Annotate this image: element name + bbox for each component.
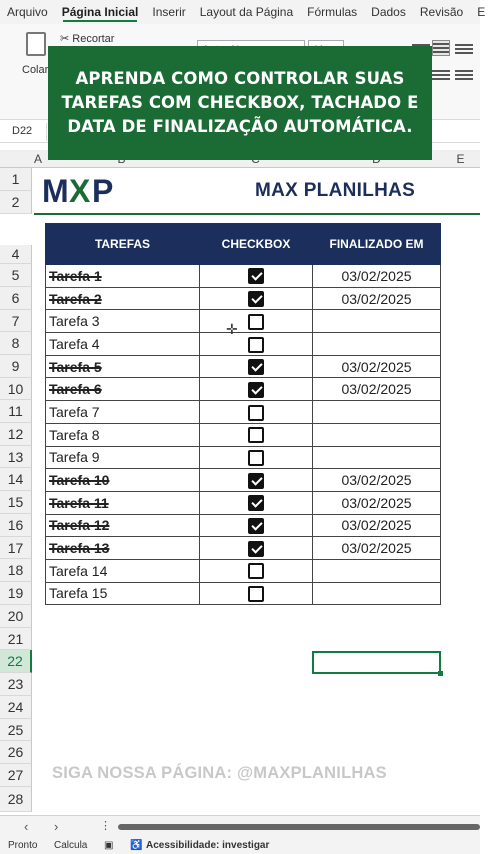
row-header-27[interactable]: 27 [0, 764, 32, 787]
task-name[interactable]: Tarefa 11 [46, 491, 200, 514]
table-row [46, 469, 441, 492]
tab-4[interactable]: Fórmulas [307, 5, 358, 19]
row-header-6[interactable]: 6 [0, 287, 32, 310]
row-header-26[interactable]: 26 [0, 741, 32, 764]
header-tarefas: TAREFAS [46, 224, 200, 265]
checkbox-cell [200, 559, 313, 582]
selected-cell-d22[interactable] [312, 651, 441, 674]
row-header-11[interactable]: 11 [0, 400, 32, 423]
tab-2[interactable]: Inserir [152, 5, 186, 19]
table-row [46, 378, 441, 401]
finish-date[interactable] [313, 333, 441, 356]
next-sheet-icon[interactable]: › [54, 819, 59, 834]
formula-divider [46, 123, 47, 141]
checkbox-cell [200, 582, 313, 605]
unchecked-checkbox[interactable] [248, 563, 264, 579]
tab-6[interactable]: Revisão [419, 5, 464, 19]
checkbox-cell [200, 355, 313, 378]
row-header-16[interactable]: 16 [0, 514, 32, 537]
finish-date[interactable]: 03/02/2025 [313, 287, 441, 310]
task-name[interactable]: Tarefa 6 [46, 378, 200, 401]
finish-date[interactable] [313, 423, 441, 446]
table-row [46, 559, 441, 582]
checked-checkbox[interactable] [248, 382, 264, 398]
svg-text:P: P [92, 173, 114, 209]
unchecked-checkbox[interactable] [248, 337, 264, 353]
tab-5[interactable]: Dados [371, 5, 406, 19]
row-header-13[interactable]: 13 [0, 446, 32, 468]
status-accessibility[interactable]: Acessibilidade: investigar [146, 840, 270, 851]
table-row [46, 265, 441, 288]
task-name[interactable]: Tarefa 4 [46, 333, 200, 356]
row-header-12[interactable]: 12 [0, 423, 32, 446]
checkbox-cell [200, 491, 313, 514]
checkbox-cell [200, 446, 313, 469]
row-header-28[interactable]: 28 [0, 787, 32, 812]
paste-button[interactable]: Colar [22, 64, 49, 76]
checked-checkbox[interactable] [248, 268, 264, 284]
row-header-22[interactable]: 22 [0, 650, 32, 673]
task-name[interactable]: Tarefa 15 [46, 582, 200, 605]
finish-date[interactable]: 03/02/2025 [313, 355, 441, 378]
task-name[interactable]: Tarefa 8 [46, 423, 200, 446]
finish-date[interactable] [313, 310, 441, 333]
indent-icon[interactable] [432, 68, 450, 84]
checked-checkbox[interactable] [248, 518, 264, 534]
table-row [46, 423, 441, 446]
row-header-2[interactable]: 2 [0, 191, 32, 214]
align-right-icon[interactable] [455, 42, 473, 58]
finish-date[interactable] [313, 582, 441, 605]
row-header-20[interactable]: 20 [0, 605, 32, 628]
row-header-14[interactable]: 14 [0, 468, 32, 491]
finish-date[interactable]: 03/02/2025 [313, 378, 441, 401]
checked-checkbox[interactable] [248, 495, 264, 511]
task-name[interactable]: Tarefa 13 [46, 537, 200, 560]
header-finalizado: FINALIZADO EM [313, 224, 441, 265]
checkbox-cell [200, 537, 313, 560]
finish-date[interactable] [313, 559, 441, 582]
checkbox-cell [200, 265, 313, 288]
column-header-e[interactable]: E [441, 150, 480, 168]
task-name[interactable]: Tarefa 7 [46, 401, 200, 424]
status-calc: Calcula [54, 840, 88, 851]
svg-text:M: M [42, 173, 69, 209]
unchecked-checkbox[interactable] [248, 405, 264, 421]
row-header-4[interactable]: 4 [0, 245, 32, 264]
select-all-corner[interactable] [0, 150, 32, 168]
checkbox-cell [200, 287, 313, 310]
table-row [46, 537, 441, 560]
task-name[interactable]: Tarefa 12 [46, 514, 200, 537]
row-header-23[interactable]: 23 [0, 673, 32, 696]
finish-date[interactable]: 03/02/2025 [313, 265, 441, 288]
row-header-25[interactable]: 25 [0, 719, 32, 741]
table-row [46, 446, 441, 469]
header-checkbox: CHECKBOX [200, 224, 313, 265]
cut-button[interactable]: ✂ Recortar [60, 33, 115, 45]
task-name[interactable]: Tarefa 14 [46, 559, 200, 582]
row-header-8[interactable]: 8 [0, 332, 32, 355]
task-table [45, 223, 441, 605]
task-name[interactable]: Tarefa 2 [46, 287, 200, 310]
table-row [46, 333, 441, 356]
cell-cursor-icon: ✛ [226, 321, 238, 337]
brand-divider [34, 213, 480, 215]
finish-date[interactable]: 03/02/2025 [313, 491, 441, 514]
column-header-a[interactable]: A [33, 152, 42, 166]
more-options-icon[interactable]: ⋮ [100, 820, 111, 832]
row-header-18[interactable]: 18 [0, 559, 32, 582]
row-header-17[interactable]: 17 [0, 537, 32, 559]
finish-date[interactable]: 03/02/2025 [313, 469, 441, 492]
row-header-15[interactable]: 15 [0, 491, 32, 514]
row-header-5[interactable]: 5 [0, 264, 32, 287]
checked-checkbox[interactable] [248, 359, 264, 375]
status-ready: Pronto [8, 840, 38, 851]
unchecked-checkbox[interactable] [248, 314, 264, 330]
name-box[interactable]: D22 [12, 125, 33, 137]
row-header-7[interactable]: 7 [0, 310, 32, 332]
watermark-text: SIGA NOSSA PÁGINA: @MAXPLANILHAS [52, 764, 387, 782]
finish-date[interactable] [313, 401, 441, 424]
macro-icon[interactable]: ▣ [104, 840, 114, 851]
unchecked-checkbox[interactable] [248, 586, 264, 602]
brand-title: MAX PLANILHAS [255, 180, 416, 201]
checkbox-cell [200, 401, 313, 424]
row-header-9[interactable]: 9 [0, 355, 32, 378]
task-name[interactable]: Tarefa 5 [46, 355, 200, 378]
align-center-icon[interactable] [432, 40, 450, 56]
table-row [46, 401, 441, 424]
checked-checkbox[interactable] [248, 291, 264, 307]
status-bar [0, 837, 480, 854]
mxp-logo [42, 172, 122, 208]
svg-text:X: X [69, 173, 91, 209]
table-row [46, 287, 441, 310]
cut-label: Recortar [72, 33, 115, 45]
horizontal-scrollbar[interactable] [118, 824, 480, 830]
row-header-24[interactable]: 24 [0, 696, 32, 719]
tab-0[interactable]: Arquivo [7, 5, 48, 19]
checked-checkbox[interactable] [248, 541, 264, 557]
table-header-row [46, 224, 441, 265]
checkbox-cell [200, 378, 313, 401]
checkbox-cell [200, 310, 313, 333]
finish-date[interactable] [313, 446, 441, 469]
sheet-bar [0, 815, 480, 837]
checked-checkbox[interactable] [248, 473, 264, 489]
table-row [46, 582, 441, 605]
task-name[interactable]: Tarefa 3 [46, 310, 200, 333]
table-row [46, 491, 441, 514]
wrap-icon[interactable] [455, 68, 473, 84]
checkbox-cell [200, 514, 313, 537]
checkbox-cell [200, 333, 313, 356]
finish-date[interactable]: 03/02/2025 [313, 537, 441, 560]
table-row [46, 310, 441, 333]
row-header-10[interactable]: 10 [0, 378, 32, 400]
tab-3[interactable]: Layout da Página [199, 5, 294, 19]
checkbox-cell [200, 423, 313, 446]
checkbox-cell [200, 469, 313, 492]
accessibility-icon[interactable]: ♿ [130, 840, 143, 851]
row-header-21[interactable]: 21 [0, 628, 32, 650]
tab-1[interactable]: Página Inicial [55, 0, 146, 24]
row-header-1[interactable]: 1 [0, 168, 32, 191]
task-name[interactable]: Tarefa 1 [46, 265, 200, 288]
unchecked-checkbox[interactable] [248, 450, 264, 466]
tab-7[interactable]: E [477, 5, 486, 19]
task-name[interactable]: Tarefa 10 [46, 469, 200, 492]
table-row [46, 514, 441, 537]
unchecked-checkbox[interactable] [248, 427, 264, 443]
ribbon-tabs [0, 0, 486, 24]
prev-sheet-icon[interactable]: ‹ [24, 819, 29, 834]
row-header-19[interactable]: 19 [0, 582, 32, 605]
finish-date[interactable]: 03/02/2025 [313, 514, 441, 537]
task-name[interactable]: Tarefa 9 [46, 446, 200, 469]
promo-banner: APRENDA COMO CONTROLAR SUAS TAREFAS COM CHECKBOX, TACHADO E DATA DE FINALIZAÇÃO AUTOMÁTICA. [48, 46, 432, 160]
paste-icon[interactable] [26, 32, 46, 56]
table-row [46, 355, 441, 378]
